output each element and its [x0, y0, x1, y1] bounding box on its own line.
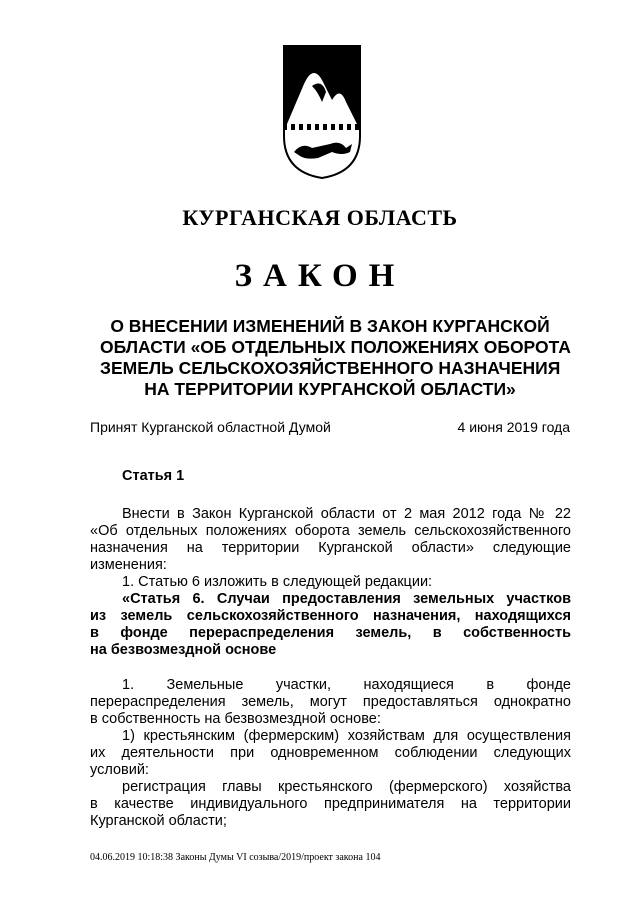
adoption-date: 4 июня 2019 года	[457, 419, 570, 435]
text-line: 1) крестьянским (фермерским) хозяйствам для осуществления	[122, 728, 571, 744]
subtitle-line: О ВНЕСЕНИИ ИЗМЕНЕНИЙ В ЗАКОН КУРГАНСКОЙ	[110, 316, 550, 336]
region-title: КУРГАНСКАЯ ОБЛАСТЬ	[182, 205, 458, 230]
text-line: из земель сельскохозяйственного назначения, находящихся	[90, 608, 571, 624]
subtitle-line: ОБЛАСТИ «ОБ ОТДЕЛЬНЫХ ПОЛОЖЕНИЯХ ОБОРОТА	[100, 337, 571, 357]
law-subtitle	[100, 316, 571, 400]
footer-path: 04.06.2019 10:18:38 Законы Думы VI созыва/2019/проект закона 104	[90, 852, 381, 863]
text-line: Внести в Закон Курганской области от 2 мая 2012 года № 22	[122, 506, 571, 522]
subtitle-line: ЗЕМЕЛЬ СЕЛЬСКОХОЗЯЙСТВЕННОГО НАЗНАЧЕНИЯ	[100, 358, 561, 378]
article-intro	[90, 506, 571, 591]
text-line: назначения на территории Курганской области» следующие	[90, 540, 571, 556]
text-line: перераспределения земель, могут предоставляться однократно	[90, 694, 571, 710]
text-line: их деятельности при одновременном соблюдении следующих	[90, 745, 571, 761]
paragraph-3	[90, 779, 571, 830]
paragraph-1	[90, 677, 571, 728]
text-line: 1. Статью 6 изложить в следующей редакции:	[122, 574, 433, 590]
text-line: «Об отдельных положениях оборота земель сельскохозяйственного	[90, 523, 571, 539]
text-line: в собственность на безвозмездной основе:	[90, 711, 381, 727]
text-line: 1. Земельные участки, находящиеся в фонде	[122, 677, 571, 693]
coat-of-arms-icon	[282, 44, 362, 180]
law-title: ЗАКОН	[234, 258, 406, 294]
adopted-by: Принят Курганской областной Думой	[90, 419, 331, 435]
text-line: в качестве индивидуального предпринимателя на территории	[90, 796, 571, 812]
text-line: «Статья 6. Случаи предоставления земельных участков	[122, 591, 571, 607]
subtitle-line: НА ТЕРРИТОРИИ КУРГАНСКОЙ ОБЛАСТИ»	[144, 379, 516, 399]
article-heading: Статья 1	[122, 468, 185, 484]
paragraph-2	[90, 728, 571, 779]
new-article-title	[90, 591, 571, 659]
text-line: в фонде перераспределения земель, в собственность	[90, 625, 571, 641]
text-line: регистрация главы крестьянского (фермерского) хозяйства	[122, 779, 571, 795]
text-line: на безвозмездной основе	[90, 642, 277, 658]
text-line: Курганской области;	[90, 813, 227, 829]
text-line: изменения:	[90, 557, 167, 573]
text-line: условий:	[90, 762, 149, 778]
adoption-line	[90, 419, 570, 435]
